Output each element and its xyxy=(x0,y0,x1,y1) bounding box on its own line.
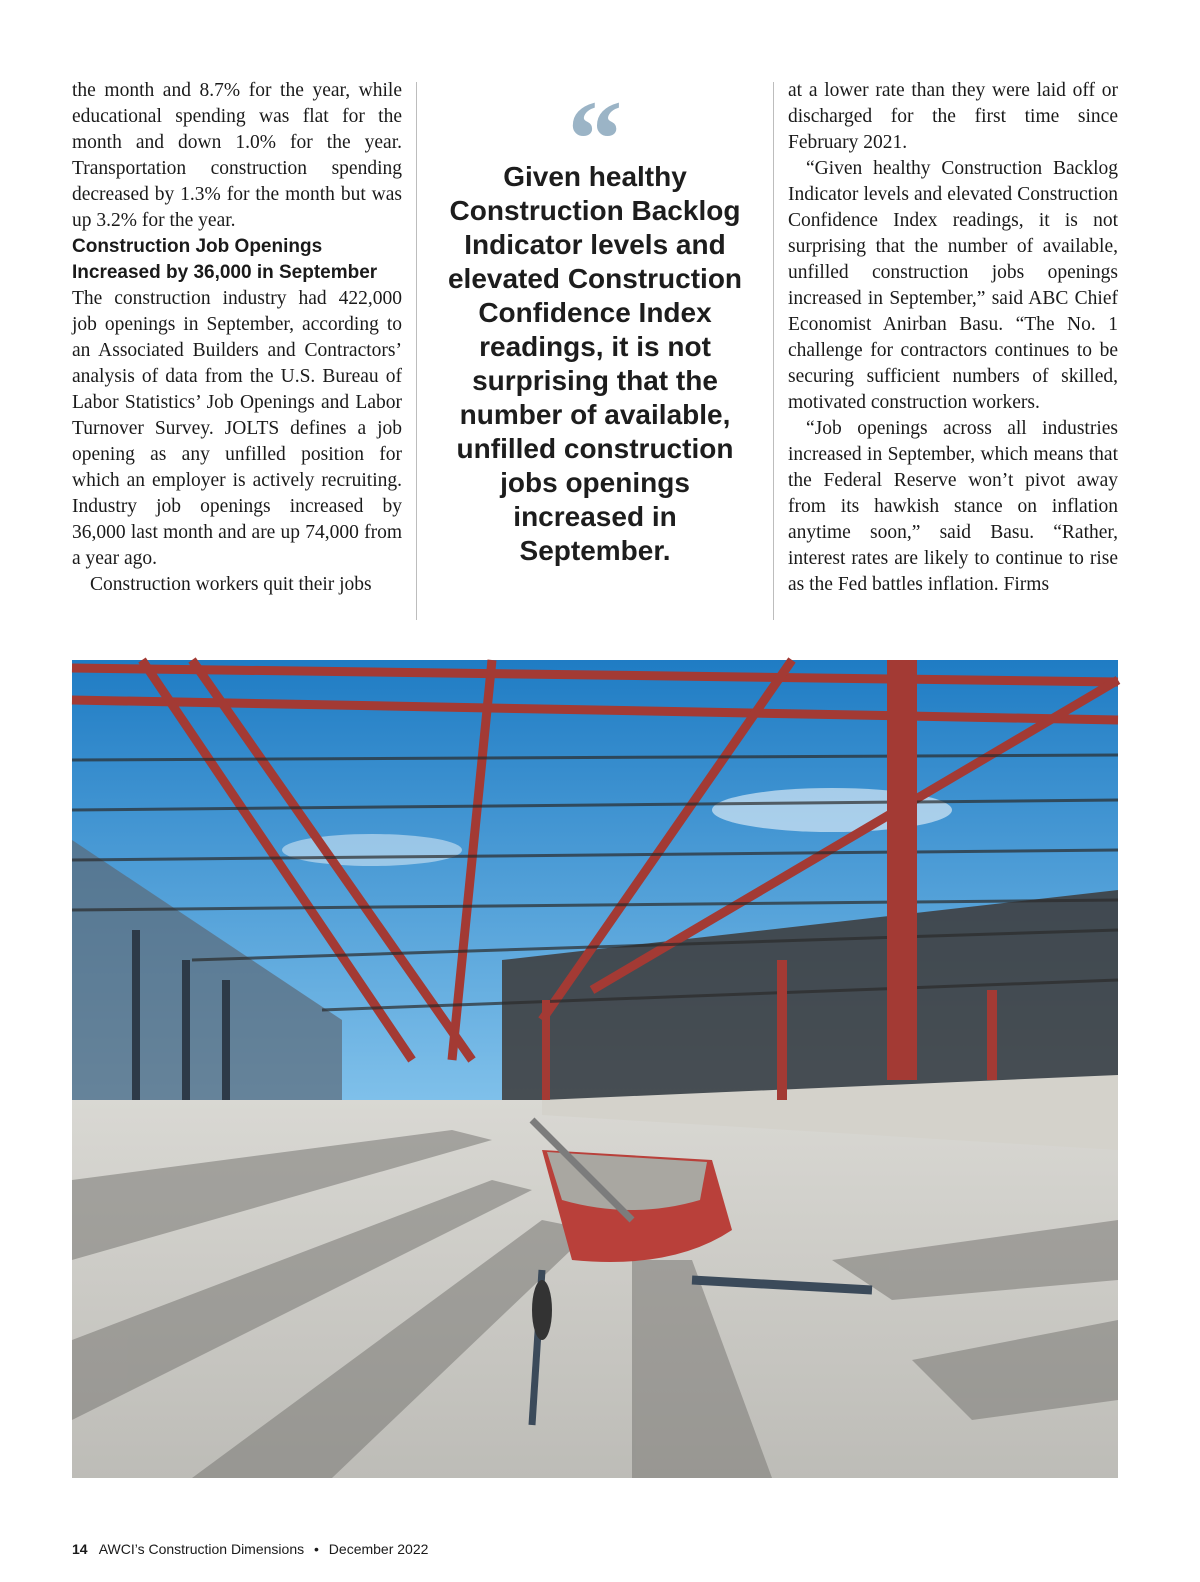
right-column xyxy=(788,78,1118,623)
footer-separator: • xyxy=(314,1541,319,1557)
issue-date: December 2022 xyxy=(328,1541,429,1557)
left-paragraph-2: The construction industry had 422,000 job openings in September, according to an Associated Builders and Contractors’ analysis of data from the U.S. Bureau of Labor Statistics’ Job Openings and Labor Turnover Survey. JOLTS defines a job opening as any unfilled position for which an employer is actively recruiting. Industry job openings increased by 36,000 last month and are up 74,000 from a year ago. xyxy=(72,288,402,569)
construction-photo xyxy=(72,660,1118,1478)
left-paragraph-3: Construction workers quit their jobs xyxy=(90,574,372,595)
left-paragraph-1: the month and 8.7% for the year, while educational spending was flat for the month and down 1.0% for the year. Transportation construction spending decreased by 1.3% for the month but was up 3.2% for the year. xyxy=(72,80,402,231)
steel-frame-illustration xyxy=(72,660,1118,1478)
publication-name: AWCI’s Construction Dimensions xyxy=(98,1541,305,1557)
pull-quote-text: Given healthy Construction Backlog Indicator levels and elevated Construction Confidence Index readings, it is not surprising that the number of available, unfilled construction jobs openings increased in September. xyxy=(447,161,743,566)
pull-quote xyxy=(440,78,750,568)
section-subhead: Construction Job Openings Increased by 36,000 in September xyxy=(72,236,378,283)
right-paragraph-3: “Job openings across all industries increased in September, which means that the Federal Reserve won’t pivot away from its hawkish stance on inflation anytime soon,” said Basu. “Rather, interest rates are likely to continue to rise as the Fed battles inflation. Firms xyxy=(788,418,1118,595)
column-divider-left xyxy=(416,82,417,620)
page-footer xyxy=(72,1541,428,1557)
left-column xyxy=(72,78,402,623)
right-paragraph-1: at a lower rate than they were laid off or discharged for the first time since February 2021. xyxy=(788,80,1118,153)
right-paragraph-2: “Given healthy Construction Backlog Indicator levels and elevated Construction Confidence Index readings, it is not surprising that the number of available, unfilled construction jobs openings increased in September,” said ABC Chief Economist Anirban Basu. “The No. 1 challenge for contractors continues to be securing sufficient numbers of skilled, motivated construction workers. xyxy=(788,158,1118,413)
quote-mark-icon: “ xyxy=(567,78,623,200)
page-number: 14 xyxy=(72,1541,88,1557)
column-divider-right xyxy=(773,82,774,620)
